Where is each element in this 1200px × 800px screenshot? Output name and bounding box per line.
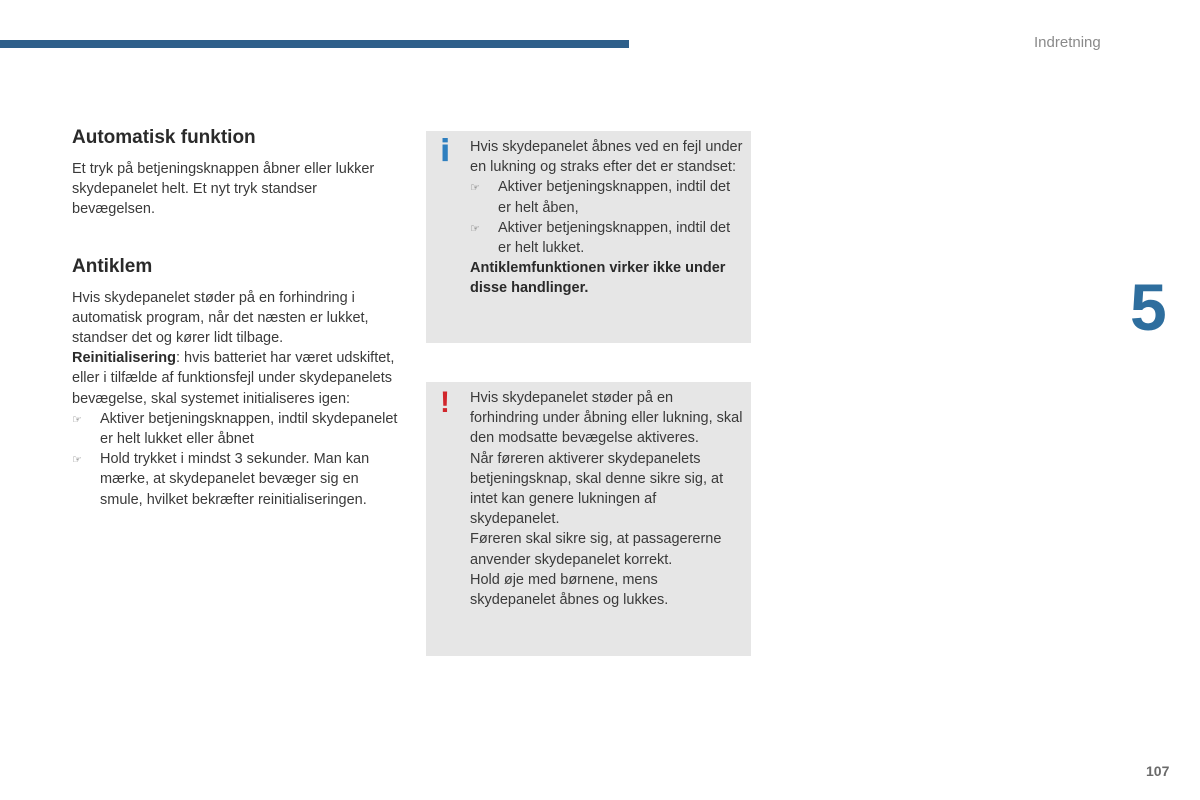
- pointing-hand-icon: ☞: [470, 182, 480, 195]
- reinit-paragraph: [72, 348, 402, 409]
- bullet-text: Hold trykket i mindst 3 sekunder. Man kan mærke, at skydepanelet bevæger sig en smule, hvilket bekræfter reinitialiseringen.: [100, 451, 370, 508]
- list-item: [72, 449, 402, 510]
- warning-paragraph: Hvis skydepanelet støder på en forhindring under åbning eller lukning, skal den modsatte bevægelse aktiveres.: [470, 390, 743, 447]
- list-item: [72, 409, 402, 449]
- info-note-box: [426, 131, 751, 343]
- bullet-text: Aktiver betjeningsknappen, indtil det er helt åben,: [498, 179, 731, 216]
- warning-paragraph: Når føreren aktiverer skydepanelets betjeningsknap, skal denne sikre sig, at intet kan genere lukningen af skydepanelet.: [470, 450, 724, 528]
- warning-note-box: [426, 382, 751, 656]
- list-item: [470, 177, 745, 217]
- automatic-function-heading: Automatisk funktion: [72, 127, 256, 148]
- automatic-function-text: Et tryk på betjeningsknappen åbner eller lukker skydepanelet helt. Et nyt tryk standser bevægelsen.: [72, 161, 375, 218]
- pointing-hand-icon: ☞: [470, 222, 480, 235]
- info-note-text: Hvis skydepanelet åbnes ved en fejl under en lukning og straks efter det er standset:: [470, 139, 743, 176]
- pointing-hand-icon: ☞: [72, 454, 82, 467]
- section-title: Indretning: [1034, 34, 1101, 51]
- info-icon: i: [440, 134, 451, 169]
- anti-pinch-text: Hvis skydepanelet støder på en forhindring i automatisk program, når det næsten er lukket, standser det og kører lidt tilbage.: [72, 289, 369, 347]
- reinit-text: : hvis batteriet har været udskiftet, eller i tilfælde af funktionsfejl under skydepanelets bevægelse, skal systemet initialiseres igen:: [72, 350, 395, 407]
- pointing-hand-icon: ☞: [72, 413, 82, 426]
- left-column: [72, 126, 402, 510]
- warning-paragraph: Føreren skal sikre sig, at passagererne anvender skydepanelet korrekt.: [470, 531, 722, 568]
- warning-paragraph: Hold øje med børnene, mens skydepanelet åbnes og lukkes.: [470, 571, 669, 609]
- header-accent-bar: [0, 40, 629, 48]
- warning-note-body: [470, 388, 745, 610]
- chapter-number: 5: [1130, 270, 1167, 344]
- warning-icon: !: [440, 386, 450, 419]
- list-item: [470, 218, 745, 258]
- bullet-text: Aktiver betjeningsknappen, indtil skydepanelet er helt lukket eller åbnet: [100, 410, 398, 448]
- info-note-bold-text: Antiklemfunktionen virker ikke under disse handlinger.: [470, 260, 726, 297]
- page-number: 107: [1146, 763, 1170, 779]
- reinit-label: Reinitialisering: [72, 350, 176, 367]
- info-note-body: [470, 137, 745, 299]
- bullet-text: Aktiver betjeningsknappen, indtil det er helt lukket.: [498, 219, 731, 257]
- anti-pinch-heading: Antiklem: [72, 255, 153, 277]
